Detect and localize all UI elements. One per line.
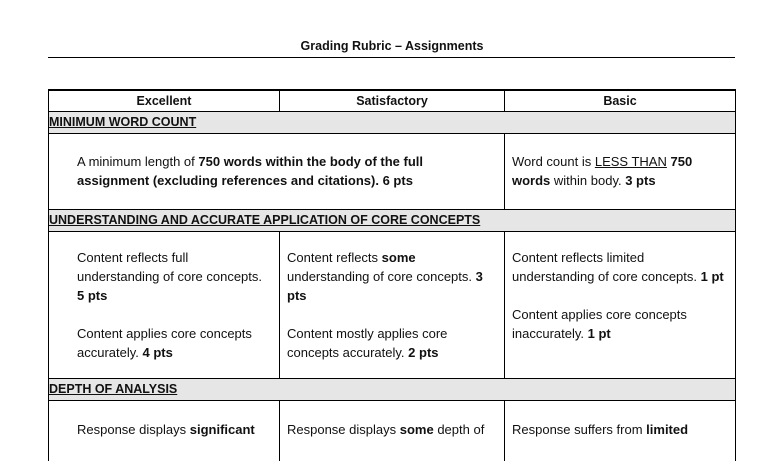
- text-bold: some: [381, 250, 416, 265]
- cell-basic: [505, 134, 736, 209]
- text: Response displays: [77, 422, 190, 437]
- text-bold: 3 pts: [625, 173, 656, 188]
- cell-satisfactory: [280, 401, 505, 461]
- cell-basic: [505, 401, 736, 461]
- header-basic: Basic: [505, 91, 736, 111]
- points: 2 pts: [408, 345, 439, 360]
- text: A minimum length of: [77, 154, 199, 169]
- table-row: [49, 134, 736, 210]
- section-core-concepts: [49, 210, 736, 232]
- cell-satisfactory: [280, 232, 505, 378]
- points: 3 pts: [287, 269, 483, 303]
- text-bold: limited: [646, 422, 689, 437]
- header-row: [49, 91, 736, 112]
- section-word-count: [49, 112, 736, 134]
- text: Content reflects full understanding of core concepts.: [77, 250, 263, 284]
- header-excellent: Excellent: [49, 91, 280, 111]
- section-title: DEPTH OF ANALYSIS: [49, 382, 178, 396]
- points: 1 pt: [587, 326, 611, 341]
- table-row: [49, 232, 736, 379]
- text: depth of: [433, 422, 485, 437]
- text: understanding of core concepts.: [287, 269, 476, 284]
- header-satisfactory: Satisfactory: [280, 91, 505, 111]
- text: Content applies core concepts inaccurately.: [512, 307, 687, 341]
- text: Content reflects: [287, 250, 382, 265]
- cell-excellent: [49, 401, 280, 461]
- table-row: [49, 401, 736, 461]
- cell-excellent: [49, 134, 505, 209]
- text: Response suffers from: [512, 422, 647, 437]
- text: Content mostly applies core concepts accurately.: [287, 326, 448, 360]
- points: 1 pt: [700, 269, 724, 284]
- text: Content applies core concepts accurately.: [77, 326, 252, 360]
- text: Word count is: [512, 154, 595, 169]
- cell-excellent: [49, 232, 280, 378]
- text: Response displays: [287, 422, 400, 437]
- text-bold: 750 words within the body of the full assignment (excluding references and citations). 6 pts: [77, 154, 424, 188]
- text-bold: some: [399, 422, 434, 437]
- cell-basic: [505, 232, 736, 378]
- points: 5 pts: [77, 288, 108, 303]
- points: 4 pts: [142, 345, 173, 360]
- section-title: UNDERSTANDING AND ACCURATE APPLICATION OF CORE CONCEPTS: [49, 213, 481, 227]
- text-underlined: LESS THAN: [594, 154, 667, 169]
- text-bold: significant: [189, 422, 255, 437]
- section-depth-of-analysis: [49, 379, 736, 401]
- text: within body.: [550, 173, 626, 188]
- text: Content reflects limited understanding of core concepts.: [512, 250, 701, 284]
- rubric-table: [48, 89, 736, 461]
- document-title: Grading Rubric – Assignments: [300, 39, 484, 53]
- section-title: MINIMUM WORD COUNT: [49, 115, 197, 129]
- title-rule: [48, 57, 735, 58]
- text-bold: 750 words: [512, 154, 693, 188]
